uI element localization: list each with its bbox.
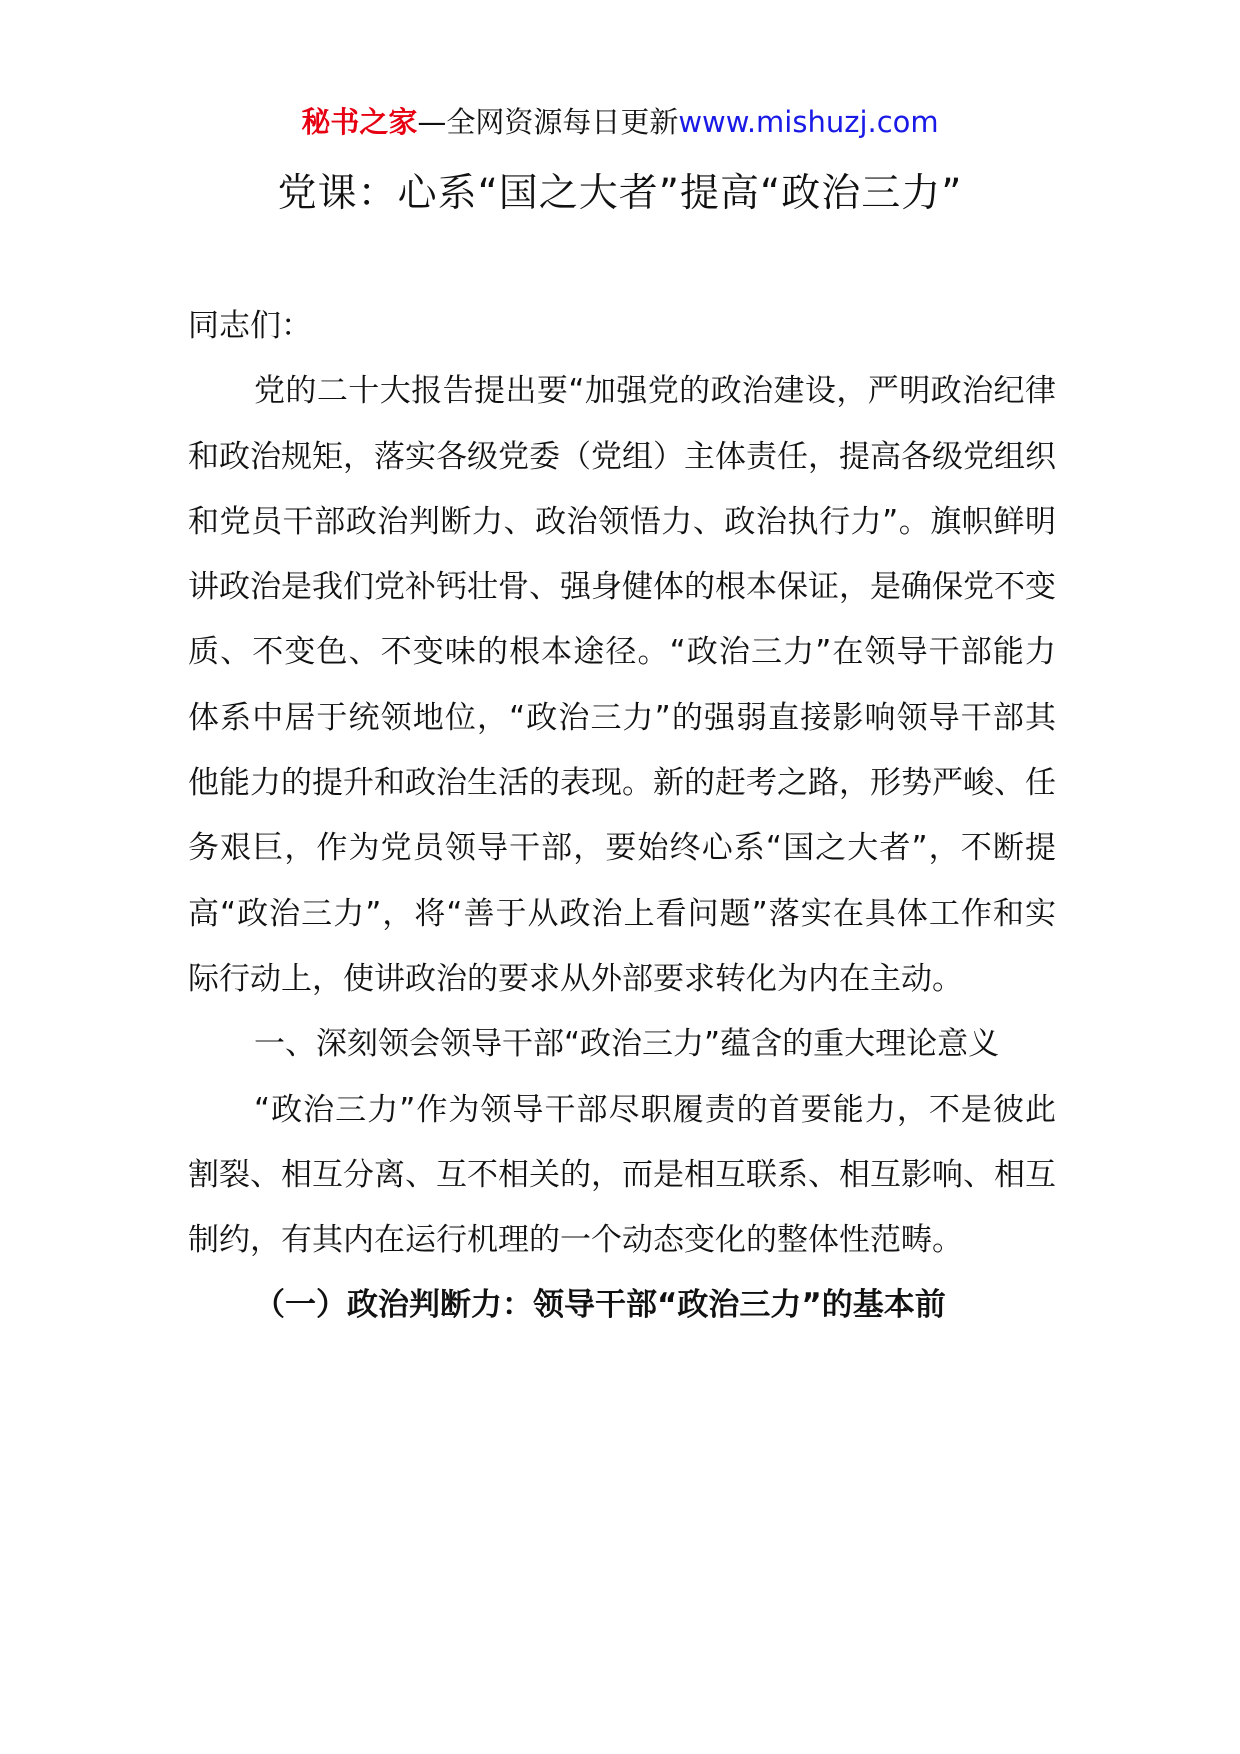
- document-title: 党课：心系“国之大者”提高“政治三力”: [277, 171, 963, 216]
- site-header: [0, 100, 1240, 144]
- body-paragraph: 党的二十大报告提出要“加强党的政治建设，严明政治纪律和政治规矩，落实各级党委（党组）主体责任，提高各级党组织和党员干部政治判断力、政治领悟力、政治执行力”。旗帜鲜明讲政治是我们党补钙壮骨、强身健体的根本保证，是确保党不变质、不变色、不变味的根本途径。“政治三力”在领导干部能力体系中居于统领地位，“政治三力”的强弱直接影响领导干部其他能力的提升和政治生活的表现。新的赶考之路，形势严峻、任务艰巨，作为党员领导干部，要始终心系“国之大者”，不断提高“政治三力”，将“善于从政治上看问题”落实在具体工作和实际行动上，使讲政治的要求从外部要求转化为内在主动。: [188, 373, 1056, 997]
- document-body: [188, 294, 1056, 1339]
- salutation: 同志们：: [188, 308, 312, 344]
- site-url-link[interactable]: www.mishuzj.com: [678, 105, 939, 139]
- brand-name: 秘书之家: [301, 105, 418, 139]
- subsection-heading: （一）政治判断力：领导干部“政治三力”的基本前: [254, 1287, 946, 1324]
- section-heading: 一、深刻领会领导干部“政治三力”蕴含的重大理论意义: [254, 1026, 1000, 1063]
- header-tagline: —全网资源每日更新: [417, 105, 679, 139]
- body-paragraph: “政治三力”作为领导干部尽职履责的首要能力，不是彼此割裂、相互分离、互不相关的，而是相互联系、相互影响、相互制约，有其内在运行机理的一个动态变化的整体性范畴。: [188, 1091, 1056, 1259]
